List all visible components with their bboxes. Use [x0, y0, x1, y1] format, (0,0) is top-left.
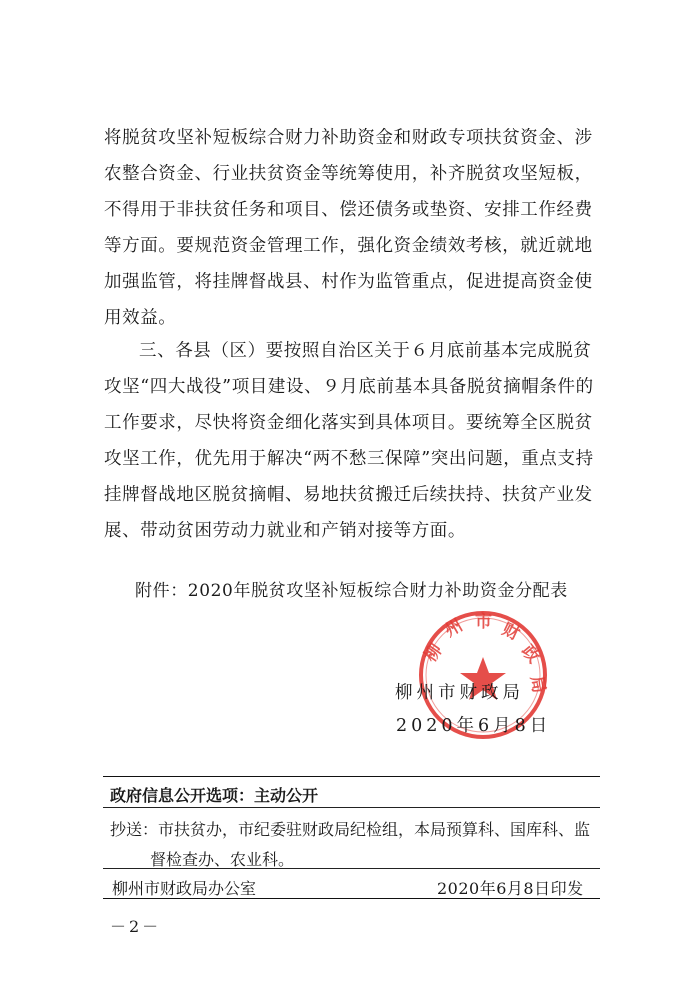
svg-text:柳: 柳: [420, 640, 447, 666]
footer-rule-office: [103, 868, 600, 869]
footer-rule-cc: [103, 807, 600, 808]
footer-rule-top: [103, 776, 600, 777]
cc-line-1: 抄送：市扶贫办，市纪委驻财政局纪检组，本局预算科、国库科、监: [110, 820, 591, 839]
signing-organization: 柳州市财政局: [395, 683, 524, 703]
disclosure-option: 政府信息公开选项：主动公开: [110, 786, 319, 805]
paragraph-funding-use: 将脱贫攻坚补短板综合财力补助资金和财政专项扶贫资金、涉农整合资金、行业扶贫资金等统筹使用，补齐脱贫攻坚短板，不得用于非扶贫任务和项目、偿还债务或垫资、安排工作经费等方面。要规范资金管理工作，强化资金绩效考核，就近就地加强监管，将挂牌督战县、村作为监管重点，促进提高资金使用效益。: [104, 128, 593, 328]
svg-text:市: 市: [475, 612, 492, 632]
cc-line-2: 督检查办、农业科。: [150, 850, 295, 869]
svg-text:政: 政: [517, 641, 544, 668]
issuing-office: 柳州市财政局办公室: [112, 879, 257, 898]
page-number: －2－: [110, 917, 162, 936]
footer-rule-bottom: [103, 898, 600, 899]
svg-text:局: 局: [526, 674, 549, 695]
svg-text:财: 财: [498, 619, 523, 645]
signing-date: 2020年6月8日: [396, 716, 552, 736]
paragraph-section-three: 三、各县（区）要按照自治区关于６月底前基本完成脱贫攻坚“四大战役”项目建设、９月底前基本具备脱贫摘帽条件的工作要求，尽快将资金细化落实到具体项目。要统筹全区脱贫攻坚工作，优先用于解决“两不愁三保障”突出问题，重点支持挂牌督战地区脱贫摘帽、易地扶贫搬迁后续扶持、扶贫产业发展、带动贫困劳动力就业和产销对接等方面。: [104, 341, 594, 541]
cc-list: [110, 815, 600, 875]
attachment-line: 附件：2020年脱贫攻坚补短板综合财力补助资金分配表: [135, 581, 568, 601]
print-date: 2020年6月8日印发: [437, 879, 584, 898]
svg-text:州: 州: [441, 615, 467, 642]
